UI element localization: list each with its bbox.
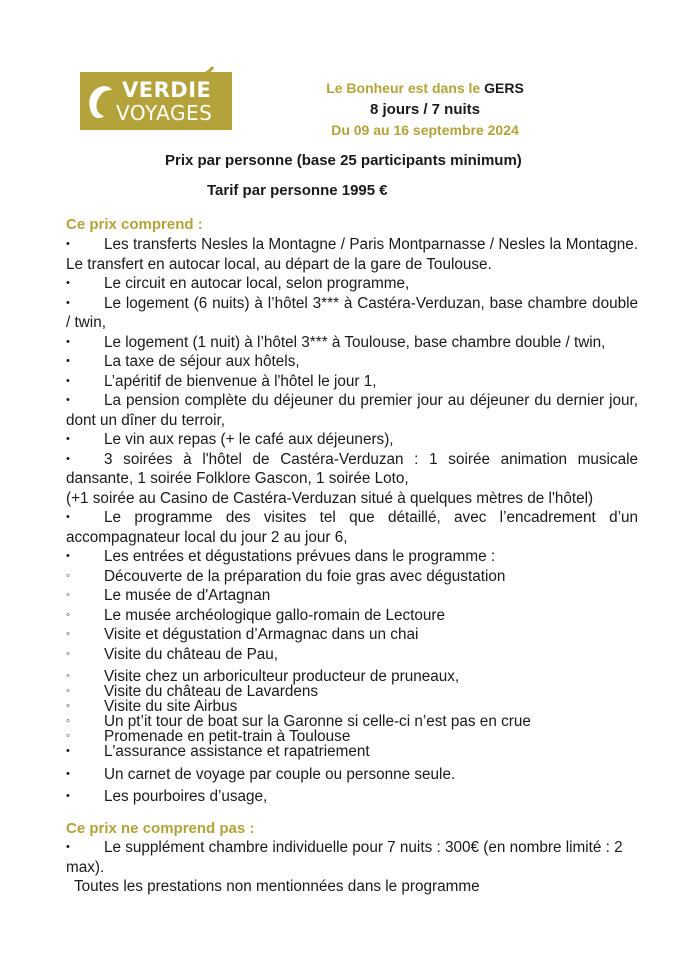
circle-bullet-icon: ◦ — [66, 628, 70, 640]
bullet-icon: • — [66, 335, 70, 348]
tagline-place: GERS — [484, 80, 524, 96]
list-item — [66, 567, 638, 587]
list-item — [66, 625, 638, 645]
list-item-text: Découverte de la préparation du foie gras avec dégustation — [104, 567, 506, 585]
list-item-text: (+1 soirée au Casino de Castéra-Verduzan situé à quelques mètres de l'hôtel) — [66, 489, 594, 507]
excluded-title: Ce prix ne comprend pas : — [66, 820, 255, 837]
list-item — [66, 489, 638, 509]
price-tariff: Tarif par personne 1995 € — [207, 182, 388, 199]
list-item — [66, 669, 638, 684]
bullet-icon: • — [66, 355, 70, 367]
list-item-text: La pension complète du déjeuner du premier jour au déjeuner du dernier jour, dont un dîner du terroir, — [66, 392, 638, 429]
list-item — [66, 352, 638, 372]
list-item — [66, 430, 638, 450]
logo-text-verdie: VERDIE — [122, 78, 212, 102]
list-item-text: Promenade en petit-train à Toulouse — [104, 728, 351, 745]
bullet-icon: • — [66, 433, 70, 445]
circle-bullet-icon: ◦ — [66, 670, 70, 682]
list-item-text: Le musée archéologique gallo-romain de Lectoure — [104, 606, 445, 624]
circle-bullet-icon: ◦ — [66, 569, 70, 582]
list-item — [66, 274, 638, 294]
verdie-voyages-logo — [80, 72, 232, 130]
logo-swoosh-icon — [84, 82, 118, 122]
circle-bullet-icon: ◦ — [66, 589, 70, 601]
list-item-text: Visite du château de Lavardens — [104, 683, 319, 700]
logo-text-voyages: VOYAGES — [116, 101, 213, 125]
circle-bullet-icon: ◦ — [66, 647, 70, 660]
excluded-list — [66, 838, 638, 877]
circle-bullet-icon: ◦ — [66, 715, 70, 727]
list-item — [66, 838, 638, 877]
list-item-text: Visite du château de Pau, — [104, 645, 279, 663]
list-item-text: Un carnet de voyage par couple ou personne seule. — [104, 766, 456, 783]
list-item-text: Visite du site Airbus — [104, 698, 238, 715]
list-item-text: Le musée de d'Artagnan — [104, 587, 271, 604]
list-item-text: Le logement (6 nuits) à l’hôtel 3*** à Castéra-Verduzan, base chambre double / twin, — [66, 294, 638, 331]
list-item-text: Les entrées et dégustations prévues dans le programme : — [104, 548, 496, 565]
list-item-text: Les pourboires d’usage, — [104, 787, 268, 805]
list-item — [66, 714, 638, 729]
bullet-icon: • — [66, 768, 70, 780]
list-item-text: Le programme des visites tel que détaillé, avec l’encadrement d’un accompagnateur local du jour 2 au jour 6, — [66, 509, 638, 546]
list-item — [66, 729, 638, 744]
circle-bullet-icon: ◦ — [66, 700, 70, 712]
list-item — [66, 450, 638, 489]
bullet-icon: • — [66, 452, 70, 465]
list-item-text: L'assurance assistance et rapatriement — [104, 743, 370, 760]
circle-bullet-icon: ◦ — [66, 608, 70, 621]
list-item — [66, 684, 638, 699]
list-item — [66, 744, 638, 759]
list-item — [66, 391, 638, 430]
price-basis: Prix par personne (base 25 participants minimum) — [165, 152, 522, 169]
list-item-text: Un pt’it tour de boat sur la Garonne si celle-ci n’est pas en crue — [104, 713, 531, 730]
list-item-text: Le circuit en autocar local, selon programme, — [104, 275, 410, 292]
list-item — [66, 294, 638, 333]
tagline — [290, 80, 560, 96]
list-item — [66, 547, 638, 567]
included-list — [66, 235, 638, 806]
bullet-icon: • — [66, 789, 70, 802]
bullet-icon: • — [66, 745, 70, 757]
list-item-text: Visite et dégustation d’Armagnac dans un chai — [104, 626, 419, 643]
circle-bullet-icon: ◦ — [66, 685, 70, 697]
bullet-icon: • — [66, 238, 70, 250]
bullet-icon: • — [66, 550, 70, 562]
list-item-text: La taxe de séjour aux hôtels, — [104, 353, 300, 370]
list-item-text: Le supplément chambre individuelle pour 7 nuits : 300€ (en nombre limité : 2 max). — [66, 839, 623, 876]
list-item-text: L’apéritif de bienvenue à l'hôtel le jour 1, — [104, 372, 377, 390]
list-item — [66, 606, 638, 626]
list-item — [66, 372, 638, 392]
bullet-icon: • — [66, 296, 70, 309]
list-item — [66, 765, 638, 785]
excluded-trailing-note: Toutes les prestations non mentionnées dans le programme — [74, 878, 480, 895]
bullet-icon: • — [66, 841, 70, 853]
list-item — [66, 699, 638, 714]
list-item-text: Le logement (1 nuit) à l’hôtel 3*** à Toulouse, base chambre double / twin, — [104, 333, 606, 351]
bullet-icon: • — [66, 277, 70, 289]
bullet-icon: • — [66, 394, 70, 406]
included-title: Ce prix comprend : — [66, 216, 203, 233]
tagline-prefix: Le Bonheur est dans le — [326, 80, 481, 96]
list-item-text: Visite chez un arboriculteur producteur de pruneaux, — [104, 668, 460, 685]
list-item — [66, 333, 638, 353]
list-item — [66, 787, 638, 807]
bullet-icon: • — [66, 374, 70, 387]
circle-bullet-icon: ◦ — [66, 730, 70, 742]
trip-duration: 8 jours / 7 nuits — [369, 101, 481, 118]
list-item — [66, 508, 638, 547]
trip-dates: Du 09 au 16 septembre 2024 — [331, 122, 519, 138]
list-item — [66, 586, 638, 606]
list-item — [66, 645, 638, 665]
list-item-text: 3 soirées à l'hôtel de Castéra-Verduzan : 1 soirée animation musicale dansante, 1 soirée Folklore Gascon, 1 soirée Loto, — [66, 450, 638, 487]
list-item — [66, 235, 638, 274]
logo-accent-icon — [200, 66, 214, 76]
list-item-text: Les transferts Nesles la Montagne / Paris Montparnasse / Nesles la Montagne. Le transfert en autocar local, au départ de la gare de Toulouse. — [66, 236, 638, 273]
list-item-text: Le vin aux repas (+ le café aux déjeuners), — [104, 431, 394, 448]
bullet-icon: • — [66, 511, 70, 523]
